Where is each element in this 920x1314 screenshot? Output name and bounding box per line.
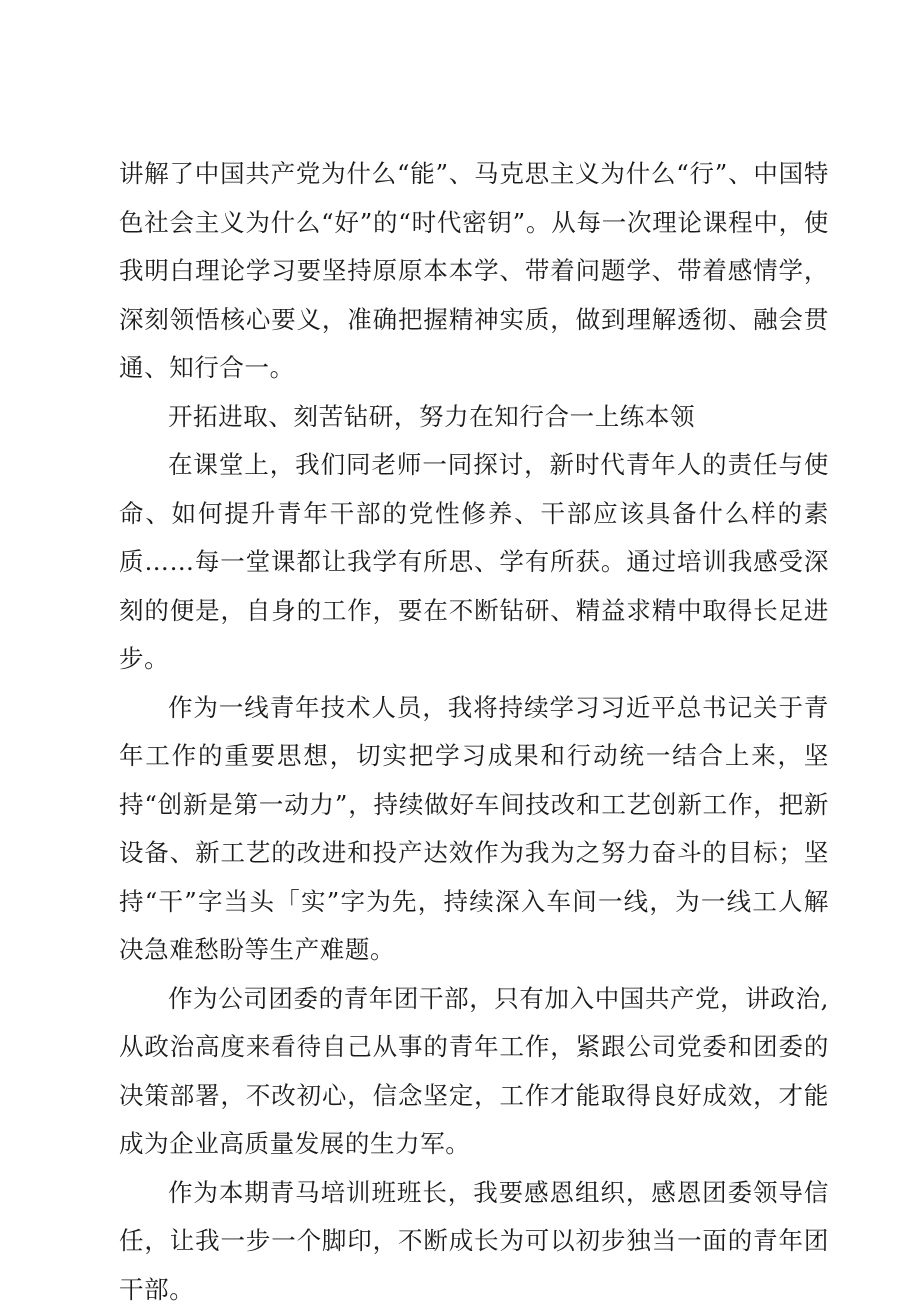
paragraph-continuation: 讲解了中国共产党为什么“能”、马克思主义为什么“行”、中国特色社会主义为什么“好”的“时代密钥”。从每一次理论课程中，使我明白理论学习要坚持原原本本学、带着问题学、带着感情学，深刻领悟核心要义，准确把握精神实质，做到理解透彻、融会贯通、知行合一。 <box>119 150 829 393</box>
paragraph: 作为公司团委的青年团干部，只有加入中国共产党，讲政治,从政治高度来看待自己从事的青年工作，紧跟公司党委和团委的决策部署，不改初心，信念坚定，工作才能取得良好成效，才能成为企业高质量发展的生力军。 <box>119 975 829 1169</box>
section-heading: 开拓进取、刻苦钻研，努力在知行合一上练本领 <box>119 393 829 442</box>
paragraph: 在课堂上，我们同老师一同探讨，新时代青年人的责任与使命、如何提升青年干部的党性修养、干部应该具备什么样的素质……每一堂课都让我学有所思、学有所获。通过培训我感受深刻的便是，自身的工作，要在不断钻研、精益求精中取得长足进步。 <box>119 441 829 684</box>
document-body <box>119 150 829 1314</box>
paragraph: 作为本期青马培训班班长，我要感恩组织，感恩团委领导信任，让我一步一个脚印，不断成长为可以初步独当一面的青年团干部。 <box>119 1169 829 1314</box>
paragraph: 作为一线青年技术人员，我将持续学习习近平总书记关于青年工作的重要思想，切实把学习成果和行动统一结合上来，坚持“创新是第一动力”，持续做好车间技改和工艺创新工作，把新设备、新工艺的改进和投产达效作为我为之努力奋斗的目标；坚持“干”字当头「实”字为先，持续深入车间一线，为一线工人解决急难愁盼等生产难题。 <box>119 684 829 975</box>
